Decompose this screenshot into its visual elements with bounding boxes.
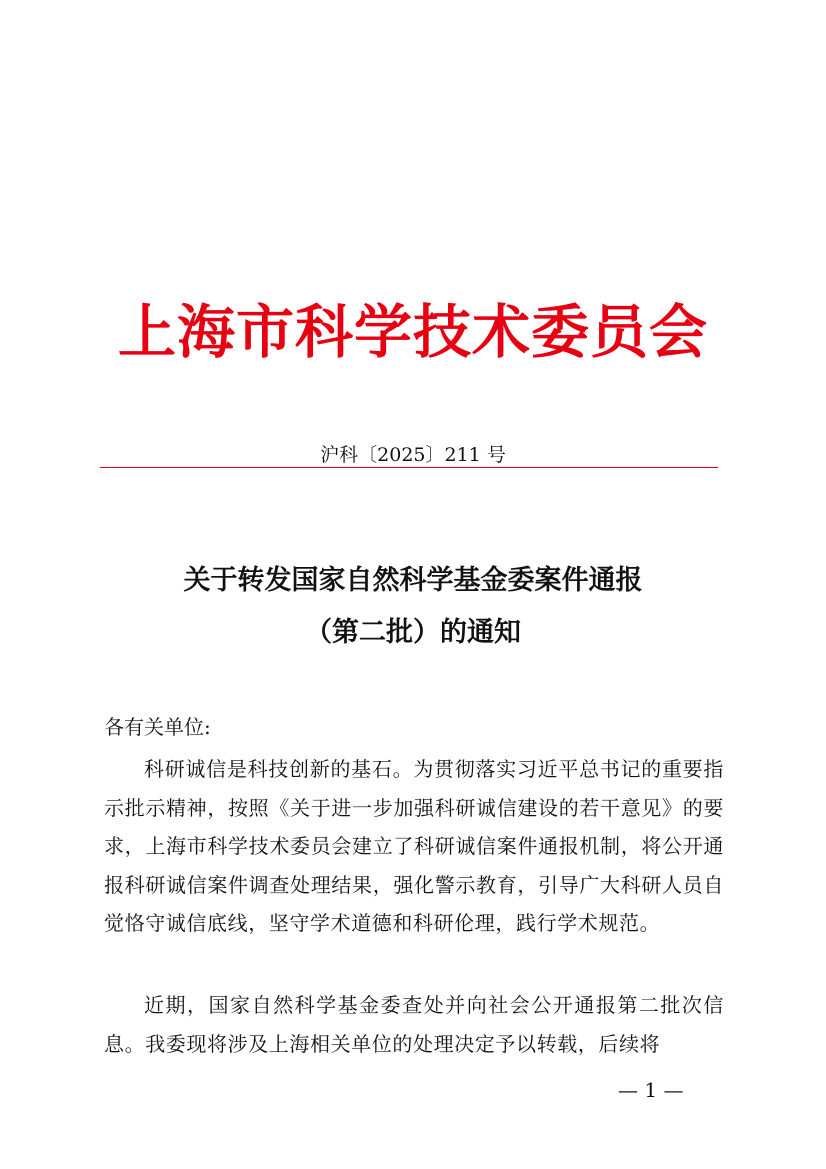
salutation: 各有关单位: [104,715,211,739]
document-number: 沪科〔2025〕211 号 [320,444,506,466]
document-title-line-1: 关于转发国家自然科学基金委案件通报 [183,565,643,596]
body-paragraph: 近期，国家自然科学基金委查处并向社会公开通报第二批次信息。我委现将涉及上海相关单位的处理决定予以转载，后续将 [104,993,724,1056]
document-title [0,555,826,659]
document-title-line-2: （第二批）的通知 [305,617,521,648]
red-divider-line [100,467,718,468]
page-number: — 1 — [618,1078,684,1102]
issuing-organization-header: 上海市科学技术委员会 [117,298,708,366]
body-paragraph: 科研诚信是科技创新的基石。为贯彻落实习近平总书记的重要指示批示精神，按照《关于进一步加强科研诚信建设的若干意见》的要求，上海市科学技术委员会建立了科研诚信案件通报机制，将公开通报科研诚信案件调查处理结果，强化警示教育，引导广大科研人员自觉恪守诚信底线，坚守学术道德和科研伦理，践行学术规范。 [104,757,724,935]
